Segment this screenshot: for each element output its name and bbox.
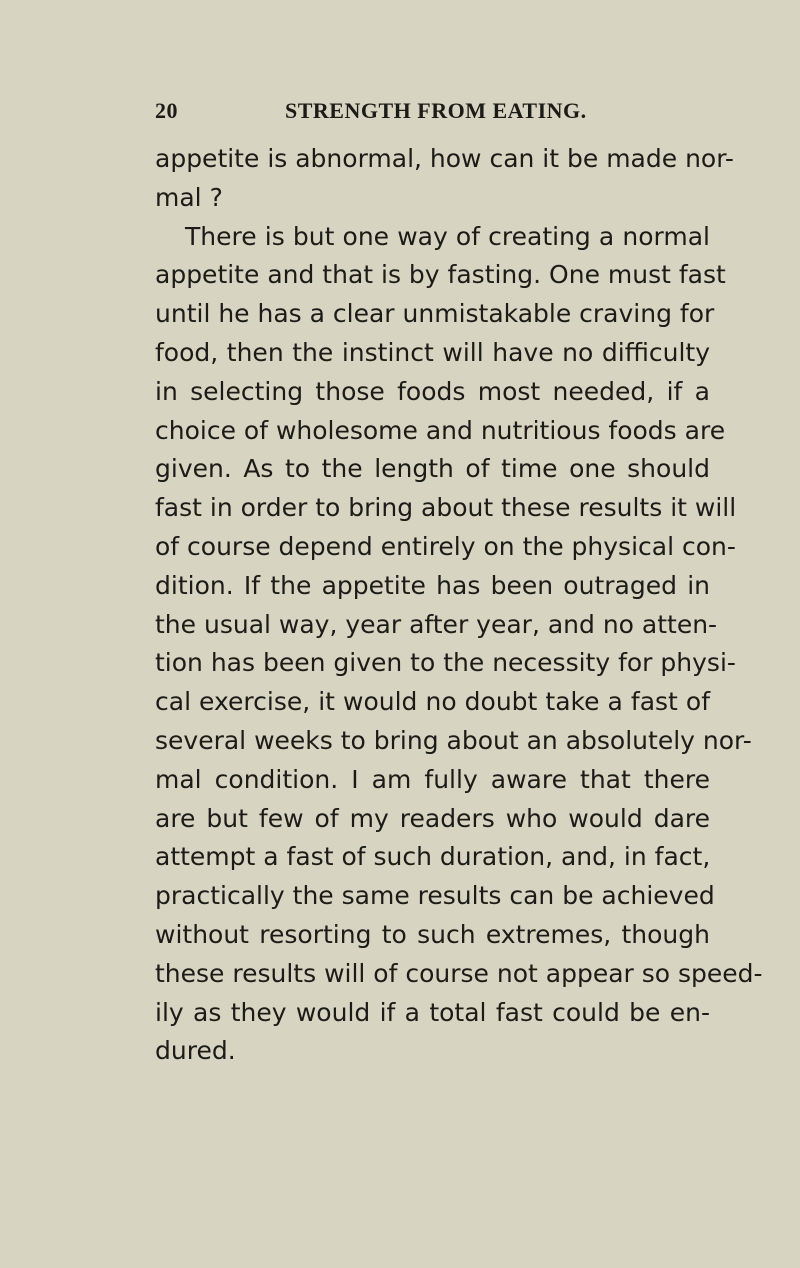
text-line: practically the same results can be achieved (155, 881, 715, 911)
text-line: are but few of my readers who would dare (155, 803, 710, 833)
text-line: ily as they would if a total fast could be en- (155, 997, 710, 1027)
text-line: these results will of course not appear so speed- (155, 958, 763, 988)
running-head (155, 90, 710, 126)
text-line: cal exercise, it would no doubt take a fast of (155, 687, 710, 717)
paragraph-first-line: There is but one way of creating a normal (185, 221, 710, 251)
text-line: appetite and that is by fasting. One must fast (155, 260, 726, 290)
body-text (155, 140, 763, 1071)
text-line: food, then the instinct will have no difficulty (155, 337, 710, 367)
text-line: tion has been given to the necessity for physi- (155, 648, 736, 678)
page-number: 20 (155, 98, 178, 123)
text-line: dition. If the appetite has been outraged in (155, 570, 710, 600)
text-line: appetite is abnormal, how can it be made nor- (155, 144, 734, 173)
text-line: several weeks to bring about an absolutely nor- (155, 725, 752, 755)
running-head-title: STRENGTH FROM EATING. (285, 98, 587, 123)
text-line: the usual way, year after year, and no atten- (155, 609, 718, 639)
text-line: mal ? (155, 182, 223, 212)
text-line: dured. (155, 1036, 236, 1066)
text-line: mal condition. I am fully aware that there (155, 764, 710, 794)
text-line: fast in order to bring about these results it will (155, 493, 737, 523)
text-line: attempt a fast of such duration, and, in fact, (155, 842, 711, 872)
text-line: until he has a clear unmistakable craving for (155, 299, 715, 329)
text-line: of course depend entirely on the physical con- (155, 531, 736, 561)
text-line: given. As to the length of time one should (155, 454, 710, 484)
text-line: in selecting those foods most needed, if a (155, 376, 710, 406)
text-line: choice of wholesome and nutritious foods are (155, 415, 726, 445)
text-line: without resorting to such extremes, though (155, 919, 710, 949)
